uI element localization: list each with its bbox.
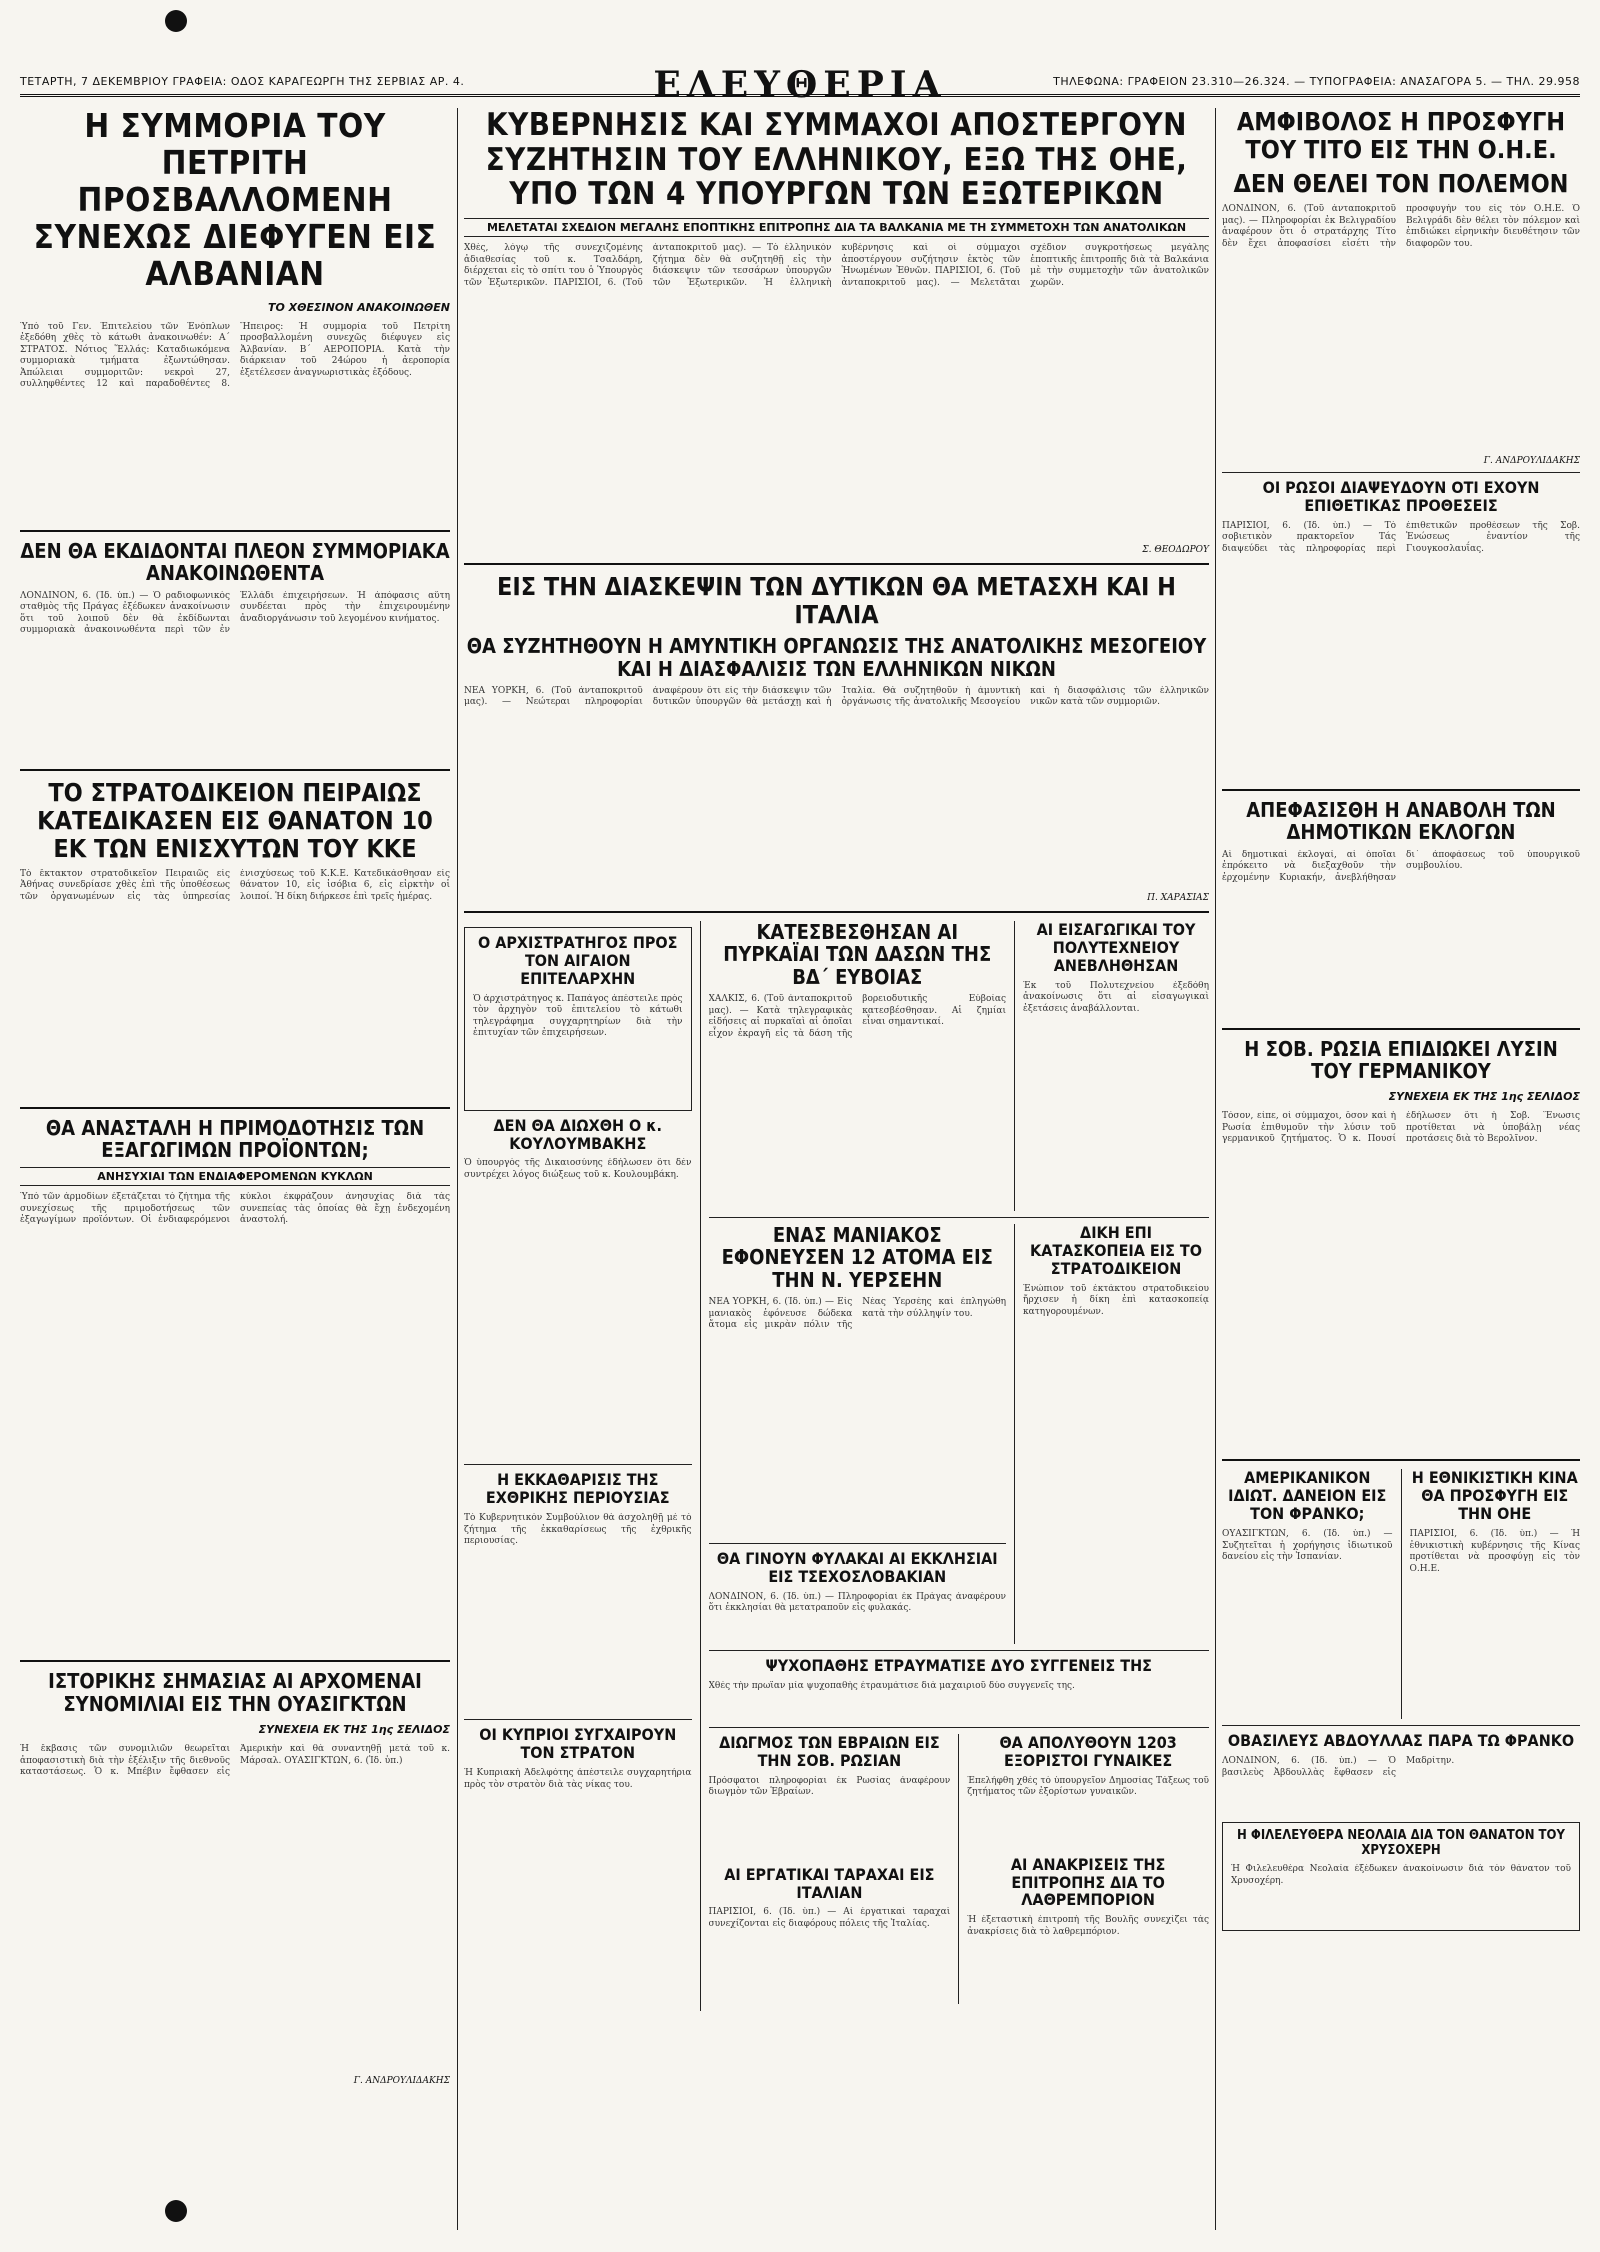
headline-court-martial: ΤΟ ΣΤΡΑΤΟΔΙΚΕΙΟΝ ΠΕΙΡΑΙΩΣ ΚΑΤΕΔΙΚΑΣΕΝ ΕΙΣ ΘΑΝΑΤΟΝ 10 ΕΚ ΤΩΝ ΕΝΙΣΧΥΤΩΝ ΤΟΥ ΚΚΕ: [37, 777, 433, 863]
article-body: ΛΟΝΔΙΝΟΝ, 6. (Ἰδ. ὑπ.) — Ὁ ραδιοφωνικὸς σταθμὸς τῆς Πράγας ἐξέδωκεν ἀνακοίνωσιν ὅτι τοῦ λοιποῦ δὲν θὰ ἐκδίδωνται συμμοριακὰ ἀνακοινωθέντα περὶ τῶν ἐν Ἑλλάδι ἐπιχειρήσεων. Ἡ ἀπόφασις αὕτη συνδέεται πρὸς τὴν ἐπιχειρουμένην ἀναδιοργάνωσιν τοῦ λεγομένου κινήματος.: [20, 590, 450, 636]
byline: Σ. ΘΕΟΔΩΡΟΥ: [1142, 545, 1209, 556]
article-body: Τὸ ἔκτακτον στρατοδικεῖον Πειραιῶς εἰς Ἀθήνας συνεδρίασε χθὲς ἐπὶ τῆς ὑποθέσεως τῶν ὀργανωμένων εἰς τὰς ὑπηρεσίας ἐνισχύσεως τοῦ Κ.Κ.Ε. Κατεδικάσθησαν εἰς θάνατον 10, εἰς ἰσόβια 6, εἰς εἰρκτὴν οἱ λοιποί. Ἡ δίκη διήρκεσε ἐπὶ τρεῖς ἡμέρας.: [20, 868, 450, 902]
headline-psychopath: ΨΥΧΟΠΑΘΗΣ ΕΤΡΑΥΜΑΤΙΣΕ ΔΥΟ ΣΥΓΓΕΝΕΙΣ ΤΗΣ: [765, 1655, 1152, 1675]
headline-fires: ΚΑΤΕΣΒΕΣΘΗΣΑΝ ΑΙ ΠΥΡΚΑΪΑΙ ΤΩΝ ΔΑΣΩΝ ΤΗΣ ΒΔ´ ΕΥΒΟΙΑΣ: [723, 919, 992, 989]
subhead: ΣΥΝΕΧΕΙΑ ΕΚ ΤΗΣ 1ης ΣΕΛΙΔΟΣ: [1388, 1090, 1580, 1104]
article-body: ΝΕΑ ΥΟΡΚΗ, 6. (Τοῦ ἀνταποκριτοῦ μας). — Νεώτεραι πληροφορίαι ἀναφέρουν ὅτι εἰς τὴν διάσκεψιν τῶν δυτικῶν ὑπουργῶν θὰ μετάσχῃ καὶ ἡ Ἰταλία. Θὰ συζητηθοῦν ἡ ἀμυντικὴ ὀργάνωσις τῆς ἀνατολικῆς Μεσογείου καὶ ἡ διασφάλισις τῶν ἑλληνικῶν νικῶν κατὰ τῶν συμμοριῶν.: [464, 685, 1209, 708]
article-body: ΛΟΝΔΙΝΟΝ, 6. (Ἰδ. ὑπ.) — Ὁ βασιλεὺς Ἀβδουλλὰς ἔφθασεν εἰς Μαδρίτην.: [1222, 1756, 1455, 1778]
headline-cypriots: ΟΙ ΚΥΠΡΙΟΙ ΣΥΓΧΑΙΡΟΥΝ ΤΟΝ ΣΤΡΑΤΟΝ: [479, 1725, 677, 1763]
article-body: Ἡ Κυπριακὴ Ἀδελφότης ἀπέστειλε συγχαρητήρια πρὸς τὸν στρατὸν διὰ τὰς νίκας του.: [464, 1768, 692, 1790]
headline-municipal-elections: ΑΠΕΦΑΣΙΣΘΗ Η ΑΝΑΒΟΛΗ ΤΩΝ ΔΗΜΟΤΙΚΩΝ ΕΚΛΟΓΩΝ: [1246, 797, 1556, 845]
headline-polytechnic: ΑΙ ΕΙΣΑΓΩΓΙΚΑΙ ΤΟΥ ΠΟΛΥΤΕΧΝΕΙΟΥ ΑΝΕΒΛΗΘΗΣΑΝ: [1036, 919, 1196, 975]
article-body: Ἐκ τοῦ Πολυτεχνείου ἐξεδόθη ἀνακοίνωσις ὅτι αἱ εἰσαγωγικαὶ ἐξετάσεις ἀναβάλλονται.: [1023, 980, 1209, 1014]
headline-enemy-property: Η ΕΚΚΑΘΑΡΙΣΙΣ ΤΗΣ ΕΧΘΡΙΚΗΣ ΠΕΡΙΟΥΣΙΑΣ: [485, 1470, 670, 1508]
headline-espionage: ΔΙΚΗ ΕΠΙ ΚΑΤΑΣΚΟΠΕΙΑ ΕΙΣ ΤΟ ΣΤΡΑΤΟΔΙΚΕΙΟΝ: [1030, 1222, 1202, 1278]
article-body: Ὁ ὑπουργὸς τῆς Δικαιοσύνης ἐδήλωσεν ὅτι δὲν συντρέχει λόγος διώξεως τοῦ κ. Κουλουμβάκη.: [464, 1158, 692, 1180]
masthead: [20, 4, 1580, 106]
headline-kouloumvakis: ΔΕΝ ΘΑ ΔΙΩΧΘΗ Ο κ. ΚΟΥΛΟΥΜΒΑΚΗΣ: [493, 1115, 662, 1153]
headline-exiled-women: ΘΑ ΑΠΟΛΥΘΟΥΝ 1203 ΕΞΟΡΙΣΤΟΙ ΓΥΝΑΙΚΕΣ: [999, 1732, 1177, 1770]
article-body: Ἐνώπιον τοῦ ἐκτάκτου στρατοδικείου ἤρχισεν ἡ δίκη ἐπὶ κατασκοπείᾳ κατηγορουμένων.: [1023, 1283, 1209, 1317]
article-body: Αἱ δημοτικαὶ ἐκλογαί, αἱ ὁποῖαι ἐπρόκειτο νὰ διεξαχθοῦν τὴν ἐρχομένην Κυριακήν, ἀνεβλήθησαν δι᾽ ἀποφάσεως τοῦ ὑπουργικοῦ συμβουλίου.: [1222, 849, 1580, 883]
article-body: Ἡ ἔκβασις τῶν συνομιλιῶν θεωρεῖται ἀποφασιστικὴ διὰ τὴν ἐξέλιξιν τῆς διεθνοῦς καταστάσεως. Ὁ κ. Μπέβιν ἔφθασεν εἰς Ἀμερικὴν καὶ θὰ συναντηθῇ μετὰ τοῦ κ. Μάρσαλ. ΟΥΑΣΙΓΚΤΩΝ, 6. (Ἰδ. ὑπ.): [20, 1744, 450, 1778]
headline-petritis: Η ΣΥΜΜΟΡΙΑ ΤΟΥ ΠΕΤΡΙΤΗ ΠΡΟΣΒΑΛΛΟΜΕΝΗ ΣΥΝΕΧΩΣ ΔΙΕΦΥΓΕΝ ΕΙΣ ΑΛΒΑΝΙΑΝ: [33, 106, 437, 293]
punch-hole-icon: [165, 10, 187, 32]
headline-labor: ΑΙ ΕΡΓΑΤΙΚΑΙ ΤΑΡΑΧΑΙ ΕΙΣ ΙΤΑΛΙΑΝ: [724, 1864, 935, 1902]
article-body: ΛΟΝΔΙΝΟΝ, 6. (Τοῦ ἀνταποκριτοῦ μας). — Πληροφορίαι ἐκ Βελιγραδίου ἀναφέρουν ὅτι ὁ στρατάρχης Τίτο δὲν ἔχει ἀποφασίσει εἰσέτι τὴν προσφυγήν του εἰς τὸν Ο.Η.Ε. Ὁ Βελιγράδι δὲν θέλει τὸν πόλεμον καὶ ἐπιδιώκει εἰρηνικὴν διευθέτησιν τῶν διαφορῶν του.: [1222, 204, 1580, 249]
headline-german-question: Η ΣΟΒ. ΡΩΣΙΑ ΕΠΙΔΙΩΚΕΙ ΛΥΣΙΝ ΤΟΥ ΓΕΡΜΑΝΙΚΟΥ: [1244, 1036, 1558, 1083]
lead-subhead: ΜΕΛΕΤΑΤΑΙ ΣΧΕΔΙΟΝ ΜΕΓΑΛΗΣ ΕΠΟΠΤΙΚΗΣ ΕΠΙΤΡΟΠΗΣ ΔΙΑ ΤΑ ΒΑΛΚΑΝΙΑ ΜΕ ΤΗ ΣΥΜΜΕΤΟΧΗ ΤΩΝ ΑΝΑΤΟΛΙΚΩΝ: [464, 218, 1209, 237]
byline: Γ. ΑΝΔΡΟΥΛΙΔΑΚΗΣ: [1483, 456, 1580, 466]
article-body: ΛΟΝΔΙΝΟΝ, 6. (Ἰδ. ὑπ.) — Πληροφορίαι ἐκ Πράγας ἀναφέρουν ὅτι ἐκκλησίαι θὰ μετατραποῦν εἰς φυλακάς.: [708, 1591, 1007, 1614]
article-body: ΝΕΑ ΥΟΡΚΗ, 6. (Ἰδ. ὑπ.) — Εἷς μανιακὸς ἐφόνευσε δώδεκα ἄτομα εἰς μικρὰν πόλιν τῆς Νέας Ὑερσέης καὶ ἐπληγώθη κατὰ τὴν σύλληψίν του.: [708, 1297, 1007, 1331]
column-rule: [1215, 108, 1216, 2230]
article-body: Ἡ ἐξεταστικὴ ἐπιτροπὴ τῆς Βουλῆς συνεχίζει τὰς ἀνακρίσεις διὰ τὸ λαθρεμπόριον.: [967, 1915, 1209, 1937]
masthead-date-address: ΤΕΤΑΡΤΗ, 7 ΔΕΚΕΜΒΡΙΟΥ ΓΡΑΦΕΙΑ: ΟΔΟΣ ΚΑΡΑΓΕΩΡΓΗ ΤΗΣ ΣΕΡΒΙΑΣ ΑΡ. 4.: [20, 75, 465, 88]
headline-exports: ΘΑ ΑΝΑΣΤΑΛΗ Η ΠΡΙΜΟΔΟΤΗΣΙΣ ΤΩΝ ΕΞΑΓΩΓΙΜΩΝ ΠΡΟΪΟΝΤΩΝ;: [45, 1115, 425, 1162]
article-body: ΠΑΡΙΣΙΟΙ, 6. (Ἰδ. ὑπ.) — Αἱ ἐργατικαὶ ταραχαὶ συνεχίζονται εἰς διαφόρους πόλεις τῆς Ἰταλίας.: [708, 1907, 951, 1929]
headline-churches: ΘΑ ΓΙΝΟΥΝ ΦΥΛΑΚΑΙ ΑΙ ΕΚΚΛΗΣΙΑΙ ΕΙΣ ΤΣΕΧΟΣΛΟΒΑΚΙΑΝ: [716, 1549, 998, 1587]
article-body: Τόσον, εἶπε, οἱ σύμμαχοι, ὅσον καὶ ἡ Ρωσία ἐπιθυμοῦν τὴν λύσιν τοῦ γερμανικοῦ ζητήματος. Ὁ κ. Πουσί ἐδήλωσεν ὅτι ἡ Σοβ. Ἕνωσις προτίθεται νὰ ὑποβάλῃ νέας προτάσεις διὰ τὸ Βερολῖνον.: [1222, 1111, 1580, 1145]
subhead: ΑΝΗΣΥΧΙΑΙ ΤΩΝ ΕΝΔΙΑΦΕΡΟΜΕΝΩΝ ΚΥΚΛΩΝ: [20, 1167, 450, 1186]
headline-youth: Η ΦΙΛΕΛΕΥΘΕΡΑ ΝΕΟΛΑΙΑ ΔΙΑ ΤΟΝ ΘΑΝΑΤΟΝ ΤΟΥ ΧΡΥΣΟΧΕΡΗ: [1237, 1828, 1565, 1858]
column-rule: [457, 108, 458, 2230]
lead-headline: ΚΥΒΕΡΝΗΣΙΣ ΚΑΙ ΣΥΜΜΑΧΟΙ ΑΠΟΣΤΕΡΓΟΥΝ ΣΥΖΗΤΗΣΙΝ ΤΟΥ ΕΛΛΗΝΙΚΟΥ, ΕΞΩ ΤΗΣ ΟΗΕ, ΥΠΟ ΤΩΝ 4 ΥΠΟΥΡΓΩΝ ΤΩΝ ΕΞΩΤΕΡΙΚΩΝ: [485, 107, 1188, 213]
subhead: ΣΥΝΕΧΕΙΑ ΕΚ ΤΗΣ 1ης ΣΕΛΙΔΟΣ: [258, 1723, 450, 1737]
article-body: Ἐπελήφθη χθὲς τὸ ὑπουργεῖον Δημοσίας Τάξεως τοῦ ζητήματος τῶν ἐξορίστων γυναικῶν.: [967, 1775, 1209, 1798]
column-center: [464, 108, 1209, 2230]
article-body: Ὁ ἀρχιστράτηγος κ. Παπάγος ἀπέστειλε πρὸς τὸν ἀρχηγὸν τοῦ ἐπιτελείου τὸ κάτωθι τηλεγράφημα συγχαρητηρίων διὰ τὴν ἐπιτυχίαν τῶν ἐπιχειρήσεων.: [473, 993, 683, 1039]
headline-jews: ΔΙΩΓΜΟΣ ΤΩΝ ΕΒΡΑΙΩΝ ΕΙΣ ΤΗΝ ΣΟΒ. ΡΩΣΙΑΝ: [719, 1732, 940, 1770]
article-body: Τὸ Κυβερνητικὸν Συμβούλιον θὰ ἀσχοληθῇ μὲ τὸ ζήτημα τῆς ἐκκαθαρίσεως τῆς ἐχθρικῆς περιουσίας.: [464, 1513, 692, 1547]
headline-smuggling: ΑΙ ΑΝΑΚΡΙΣΕΙΣ ΤΗΣ ΕΠΙΤΡΟΠΗΣ ΔΙΑ ΤΟ ΛΑΘΡΕΜΠΟΡΙΟΝ: [1010, 1854, 1166, 1910]
article-body: Ὑπὸ τῶν ἀρμοδίων ἐξετάζεται τὸ ζήτημα τῆς συνεχίσεως τῆς πριμοδοτήσεως τῶν ἐξαγωγίμων προϊόντων. Οἱ ἐνδιαφερόμενοι κύκλοι ἐκφράζουν ἀνησυχίας διὰ τὰς συνεπείας τὰς ὁποίας θὰ ἔχῃ ἐνδεχομένη ἀναστολή.: [20, 1192, 450, 1226]
column-right: [1222, 108, 1580, 2230]
byline: Γ. ΑΝΔΡΟΥΛΙΔΑΚΗΣ: [353, 2076, 450, 2087]
headline-russians-deny: ΟΙ ΡΩΣΟΙ ΔΙΑΨΕΥΔΟΥΝ ΟΤΙ ΕΧΟΥΝ ΕΠΙΘΕΤΙΚΑΣ ΠΡΟΘΕΣΕΙΣ: [1262, 478, 1540, 515]
headline-no-war: ΔΕΝ ΘΕΛΕΙ ΤΟΝ ΠΟΛΕΜΟΝ: [1233, 169, 1569, 198]
headline-commander: Ο ΑΡΧΙΣΤΡΑΤΗΓΟΣ ΠΡΟΣ ΤΟΝ ΑΙΓΑΙΟΝ ΕΠΙΤΕΛΑΡΧΗΝ: [477, 932, 678, 988]
article-body: Ἡ Φιλελευθέρα Νεολαία ἐξέδωκεν ἀνακοίνωσιν διὰ τὸν θάνατον τοῦ Χρυσοχέρη.: [1231, 1864, 1571, 1886]
column-left: [20, 108, 450, 2230]
headline-washington-talks: ΙΣΤΟΡΙΚΗΣ ΣΗΜΑΣΙΑΣ ΑΙ ΑΡΧΟΜΕΝΑΙ ΣΥΝΟΜΙΛΙΑΙ ΕΙΣ ΤΗΝ ΟΥΑΣΙΓΚΤΩΝ: [48, 1669, 422, 1716]
article-body: ΠΑΡΙΣΙΟΙ, 6. (Ἰδ. ὑπ.) — Τὸ σοβιετικὸν πρακτορεῖον Τάς διαψεύδει τὰς πληροφορίας περὶ ἐπιθετικῶν προθέσεων τῆς Σοβ. Ἑνώσεως ἐναντίον τῆς Γιουγκοσλαυΐας.: [1222, 520, 1580, 554]
headline-communiques: ΔΕΝ ΘΑ ΕΚΔΙΔΟΝΤΑΙ ΠΛΕΟΝ ΣΥΜΜΟΡΙΑΚΑ ΑΝΑΚΟΙΝΩΘΕΝΤΑ: [20, 538, 450, 586]
article-body: ΠΑΡΙΣΙΟΙ, 6. (Ἰδ. ὑπ.) — Ἡ ἐθνικιστικὴ κυβέρνησις τῆς Κίνας προτίθεται νὰ προσφύγῃ εἰς τὸν Ο.Η.Ε.: [1409, 1529, 1580, 1574]
headline-maniac: ΕΝΑΣ ΜΑΝΙΑΚΟΣ ΕΦΟΝΕΥΣΕΝ 12 ΑΤΟΜΑ ΕΙΣ ΤΗΝ Ν. ΥΕΡΣΕΗΝ: [721, 1222, 993, 1292]
newspaper-title: ΕΛΕΥΘΕΡΙΑ: [653, 64, 947, 106]
subhead: ΤΟ ΧΘΕΣΙΝΟΝ ΑΝΑΚΟΙΝΩΘΕΝ: [267, 300, 450, 314]
headline-china: Η ΕΘΝΙΚΙΣΤΙΚΗ ΚΙΝΑ ΘΑ ΠΡΟΣΦΥΓΗ ΕΙΣ ΤΗΝ ΟΗΕ: [1411, 1468, 1578, 1524]
article-body: ΟΥΑΣΙΓΚΤΩΝ, 6. (Ἰδ. ὑπ.) — Συζητεῖται ἡ χορήγησις ἰδιωτικοῦ δανείου εἰς τὴν Ἱσπανίαν.: [1222, 1529, 1393, 1563]
article-body: Πρόσφατοι πληροφορίαι ἐκ Ρωσίας ἀναφέρουν διωγμὸν τῶν Ἑβραίων.: [708, 1775, 951, 1798]
headline-loan: ΑΜΕΡΙΚΑΝΙΚΟΝ ΙΔΙΩΤ. ΔΑΝΕΙΟΝ ΕΙΣ ΤΟΝ ΦΡΑΝΚΟ;: [1228, 1468, 1387, 1524]
lower-center-left: [464, 921, 692, 2011]
headline-abdullah: ΟΒΑΣΙΛΕΥΣ ΑΒΔΟΥΛΛΑΣ ΠΑΡΑ ΤΩ ΦΡΑΝΚΟ: [1227, 1731, 1575, 1751]
headline-tito: ΑΜΦΙΒΟΛΟΣ Η ΠΡΟΣΦΥΓΗ ΤΟΥ ΤΙΤΟ ΕΙΣ ΤΗΝ Ο.Η.Ε.: [1236, 107, 1566, 164]
article-body: ΧΑΛΚΙΣ, 6. (Τοῦ ἀνταποκριτοῦ μας). — Κατὰ τηλεγραφικὰς εἰδήσεις αἱ πυρκαϊαὶ αἱ ὁποῖαι εἶχον ἐκραγῆ εἰς τὰ δάση τῆς βορειοδυτικῆς Εὐβοίας κατεσβέσθησαν. Αἱ ζημίαι εἶναι σημαντικαί.: [708, 994, 1007, 1039]
newspaper-page: [20, 0, 1580, 2230]
punch-hole-icon: [165, 2200, 187, 2222]
lead-body: Χθές, λόγῳ τῆς συνεχιζομένης ἀδιαθεσίας τοῦ κ. Τσαλδάρη, διέρχεται εἰς τὸ σπίτι του ὁ Ὑπουργὸς τῶν Ἐξωτερικῶν. ΠΑΡΙΣΙΟΙ, 6. (Τοῦ ἀνταποκριτοῦ μας). — Τὸ ἑλληνικὸν ζήτημα δὲν θὰ συζητηθῇ εἰς τὴν διάσκεψιν τῶν τεσσάρων ὑπουργῶν τῶν Ἐξωτερικῶν. Ἡ ἑλληνικὴ κυβέρνησις καὶ οἱ σύμμαχοι ἀποστέργουν συζήτησιν ἐκτὸς τῶν Ἡνωμένων Ἐθνῶν. ΠΑΡΙΣΙΟΙ, 6. (Τοῦ ἀνταποκριτοῦ μας). — Μελετᾶται σχέδιον συγκροτήσεως μεγάλης ἐποπτικῆς ἐπιτροπῆς διὰ τὰ Βαλκάνια μὲ τὴν συμμετοχὴν τῶν ἀνατολικῶν χωρῶν.: [464, 243, 1209, 288]
lower-center-right: [709, 921, 1210, 2011]
headline-italy: ΕΙΣ ΤΗΝ ΔΙΑΣΚΕΨΙΝ ΤΩΝ ΔΥΤΙΚΩΝ ΘΑ ΜΕΤΑΣΧΗ ΚΑΙ Η ΙΤΑΛΙΑ: [497, 572, 1176, 630]
byline: Π. ΧΑΡΑΣΙΑΣ: [1147, 892, 1209, 903]
masthead-phones: ΤΗΛΕΦΩΝΑ: ΓΡΑΦΕΙΟΝ 23.310—26.324. — ΤΥΠΟΓΡΑΦΕΙΑ: ΑΝΑΣΑΓΟΡΑ 5. — ΤΗΛ. 29.958: [1053, 75, 1580, 88]
article-body: Ὑπὸ τοῦ Γεν. Ἐπιτελείου τῶν Ἐνόπλων ἐξεδόθη χθὲς τὸ κάτωθι ἀνακοινωθέν: Α´ ΣΤΡΑΤΟΣ. Νότιος Ἕλλάς: Καταδιωκόμενα συμμοριακὰ τμήματα ἐξωντώθησαν. Ἀπώλειαι συμμοριτῶν: νεκροὶ 27, συλληφθέντες 12 καὶ παραδοθέντες 8. Ἤπειρος: Ἡ συμμορία τοῦ Πετρίτη προσβαλλομένη συνεχῶς διέφυγεν εἰς Ἀλβανίαν. Β´ ΑΕΡΟΠΟΡΙΑ. Κατὰ τὴν διάρκειαν τοῦ 24ώρου ἡ ἀεροπορία ἐξετέλεσεν ἀναγνωριστικὰς ἐξόδους.: [20, 321, 450, 390]
article-body: Χθὲς τὴν πρωΐαν μία ψυχοπαθὴς ἐτραυμάτισε διὰ μαχαιριοῦ δύο συγγενεῖς της.: [708, 1680, 1075, 1691]
headline-mediterranean: ΘΑ ΣΥΖΗΤΗΘΟΥΝ Η ΑΜΥΝΤΙΚΗ ΟΡΓΑΝΩΣΙΣ ΤΗΣ ΑΝΑΤΟΛΙΚΗΣ ΜΕΣΟΓΕΙΟΥ ΚΑΙ Η ΔΙΑΣΦΑΛΙΣΙΣ ΤΩΝ ΕΛΛΗΝΙΚΩΝ ΝΙΚΩΝ: [466, 634, 1207, 681]
lower-center-section: [464, 921, 1209, 2011]
